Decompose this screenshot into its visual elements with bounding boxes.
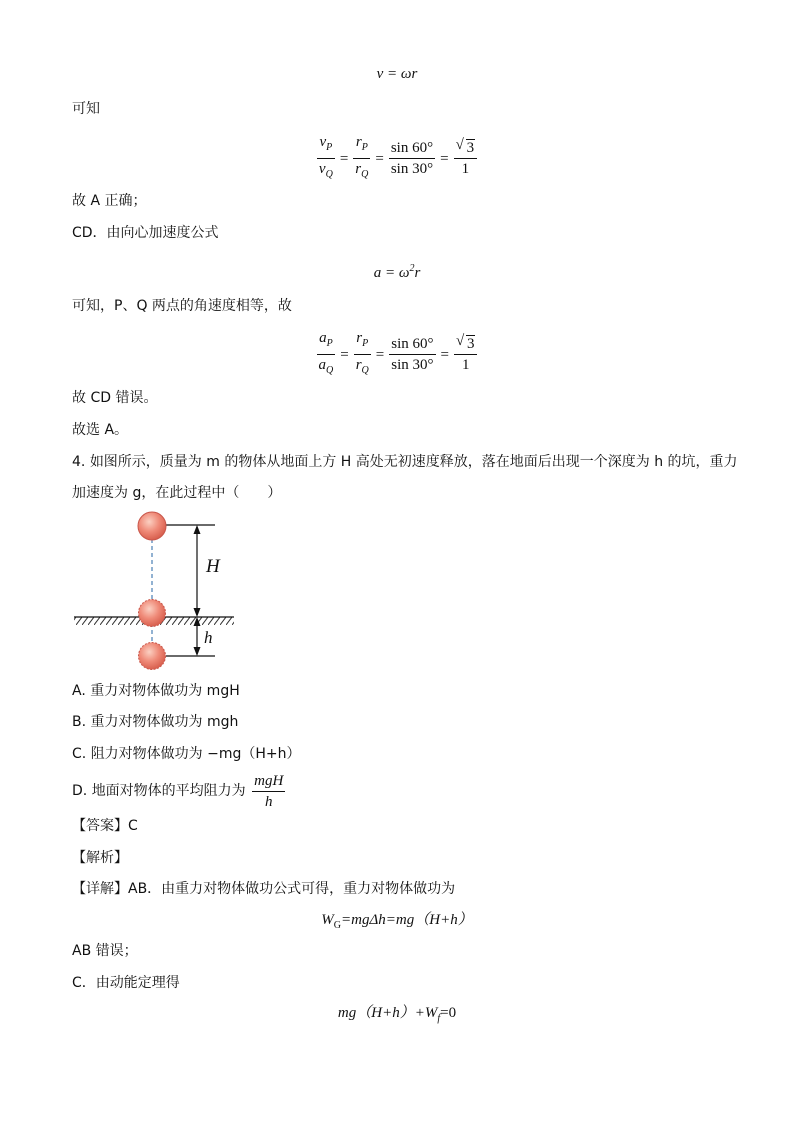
falling-ball-figure	[70, 505, 240, 675]
text-ab-wrong: AB 错误；	[72, 943, 138, 959]
fraction-vp-vq: $\frac{v_P}{v_Q}$	[318, 134, 333, 180]
fraction-sin: $\frac{\sin 60^\circ}{\sin 30^\circ}$	[390, 140, 434, 177]
question-4-line1: 4. 如图所示，质量为 m 的物体从地面上方 H 高处无初速度释放，落在地面后出现一个深度为 h 的坑，重力	[72, 454, 738, 470]
option-a[interactable]: A. 重力对物体做功为 mgH	[72, 683, 240, 699]
fraction-rp-rq: $\frac{r_P}{r_Q}$	[355, 134, 369, 180]
text-kezhi-2: 可知，P、Q 两点的角速度相等，故	[72, 298, 292, 314]
text-kezhi-1: 可知	[72, 101, 100, 117]
fraction-sin-2: $\frac{\sin 60^\circ}{\sin 30^\circ}$	[391, 336, 434, 373]
fraction-sqrt3: √ $\frac{3}{1}$	[454, 138, 478, 179]
formula-energy-theorem: $mg(H+h)+W_f=0$	[337, 1005, 457, 1024]
formula-v-omega-r: v = ωr	[376, 66, 418, 82]
formula-velocity-ratio: $\frac{v_P}{v_Q}$ = $\frac{r_P}{r_Q}$ = $\frac{\sin 60^\circ}{\sin 30^\circ}$ = √ $\frac{3}{1}$	[0, 132, 794, 185]
question-number: 4.	[72, 454, 86, 470]
ball-bottom	[139, 643, 166, 670]
text-a-correct: 故 A 正确；	[72, 193, 147, 209]
option-c[interactable]: C. 阻力对物体做功为 −mg（H+h）	[72, 746, 301, 762]
label-h: h	[204, 628, 213, 647]
text-choose-a: 故选 A。	[72, 422, 129, 438]
formula-acceleration-ratio: $\frac{a_P}{a_Q}$ = $\frac{r_P}{r_Q}$ = $\frac{\sin 60^\circ}{\sin 30^\circ}$ = √ $\frac{3}{1}$	[0, 328, 794, 381]
fraction-sqrt3-2: √ $\frac{3}{1}$	[454, 334, 478, 375]
option-b[interactable]: B. 重力对物体做功为 mgh	[72, 714, 239, 730]
fraction-rp-rq-2: $\frac{r_P}{r_Q}$	[355, 330, 369, 376]
detail-line: 【详解】AB．由重力对物体做功公式可得，重力对物体做功为	[72, 881, 456, 897]
fraction-ap-aq: $\frac{a_P}{a_Q}$	[318, 330, 334, 376]
answer-line: 【答案】C	[72, 818, 138, 834]
fraction-mgH-h: $\frac{\text{mgH}}{h}$	[254, 772, 284, 810]
ball-ground	[139, 600, 166, 627]
ball-top	[138, 512, 166, 540]
formula-a-omega2-r: $a = \omega^2r$	[373, 263, 421, 281]
option-d[interactable]: D. 地面对物体的平均阻力为 $\frac{\text{mgH}}{h}$	[72, 772, 284, 810]
question-4-line2: 加速度为 g，在此过程中（ ）	[72, 485, 282, 501]
text-c-intro: C．由动能定理得	[72, 975, 180, 991]
text-cd-wrong: 故 CD 错误。	[72, 390, 158, 406]
text-cd-intro: CD．由向心加速度公式	[72, 225, 219, 241]
formula-work-gravity: $W_G=mg\Delta h=mg(H+h)$	[321, 912, 473, 931]
label-H: H	[206, 556, 220, 577]
analysis-title: 【解析】	[72, 850, 128, 866]
